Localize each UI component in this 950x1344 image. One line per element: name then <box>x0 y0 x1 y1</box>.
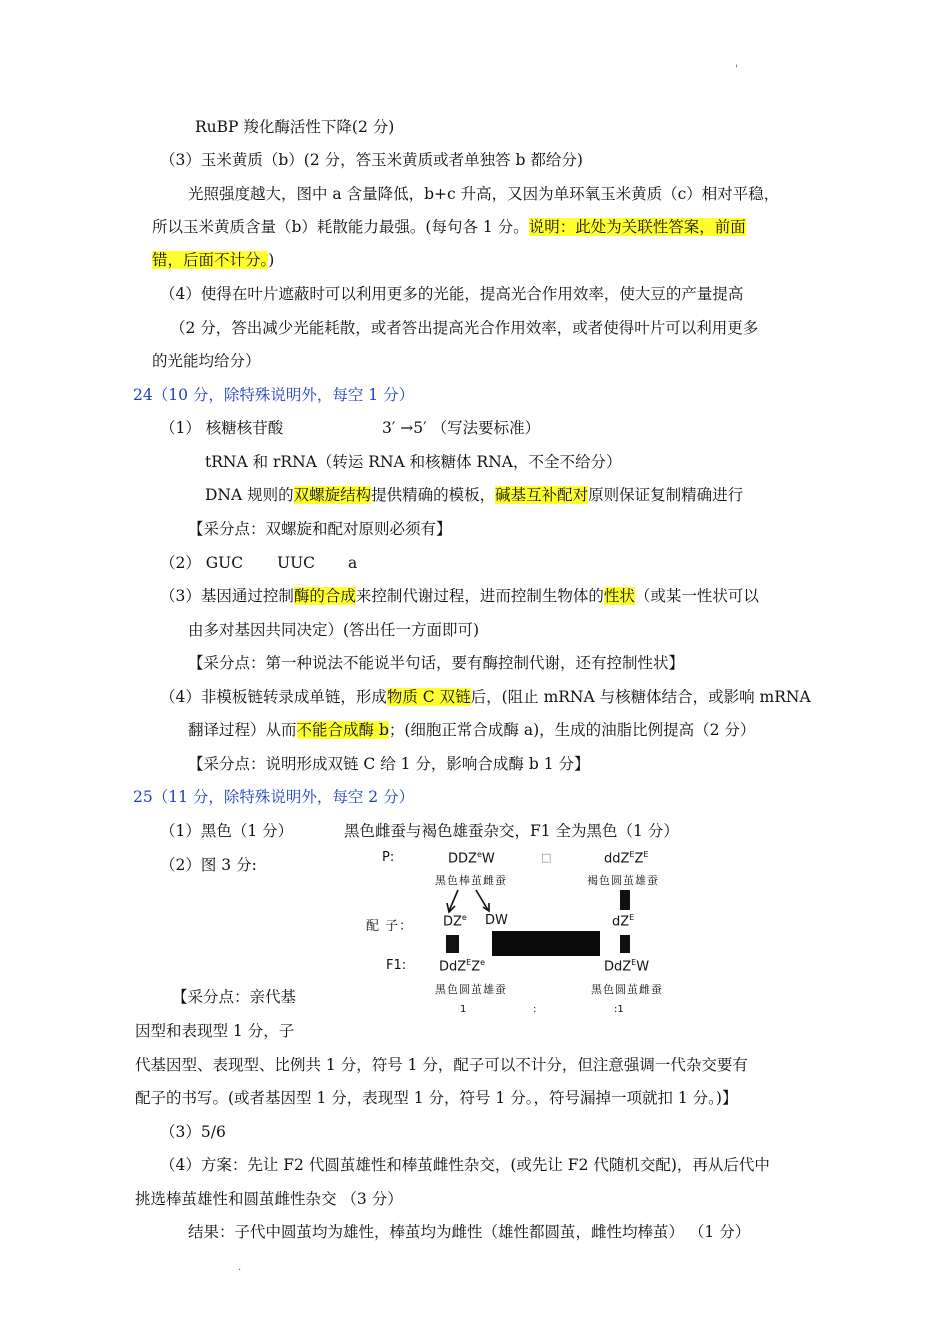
diagram-p-female-phenotype: 黑色棒茧雌蚕 <box>435 874 507 887</box>
p-female-geno-text: DDZ <box>448 851 477 867</box>
q24-part2-a: （2） GUC <box>160 554 244 572</box>
q24-p3-text2: 来控制代谢过程，进而控制生物体的 <box>355 587 604 605</box>
q25-part1-a: （1）黑色（1 分） <box>160 822 294 840</box>
q25-part1-b: 黑色雌蚕与褐色雄蚕杂交，F1 全为黑色（1 分） <box>344 822 679 840</box>
q25-part4-c: 结果：子代中圆茧均为雄性，棒茧均为雌性（雄性都圆茧，雌性均棒茧） （1 分） <box>188 1223 751 1241</box>
q24-part1-a: （1） 核糖核苷酸 <box>160 419 284 437</box>
q25-part2: （2）图 3 分: <box>160 856 257 874</box>
f1-female-geno-sup: E <box>631 958 637 967</box>
f1-male-geno-sup1: E <box>466 958 472 967</box>
p-female-geno-sup: e <box>476 850 482 859</box>
q25-part3: （3）5/6 <box>160 1123 226 1141</box>
diagram-ratio-left: 1 <box>460 1004 467 1015</box>
q24-p1d-text2: 提供精确的模板， <box>371 486 496 504</box>
q24-highlight-double-strand: 物质 C 双链 <box>386 688 471 706</box>
q24-part3-note: 【采分点：第一种说法不能说半句话，要有酶控制代谢，还有控制性状】 <box>188 654 685 672</box>
q24-p1d-text3: 原则保证复制精确进行 <box>588 486 744 504</box>
q25-part4-b: 挑选棒茧雄性和圆茧雌性杂交 （3 分） <box>135 1190 403 1208</box>
f1-female-geno-text: DdZ <box>604 959 632 975</box>
q23-line-4 <box>152 216 746 238</box>
q24-p4b-text1: 翻译过程）从而 <box>188 721 297 739</box>
q24-p4-text1: （4）非模板链转录成单链，形成 <box>160 688 387 706</box>
p-male-geno-sup1: E <box>629 850 635 859</box>
p-female-geno-w: W <box>481 851 495 867</box>
q25-note-3: 代基因型、表现型、比例共 1 分，符号 1 分，配子可以不计分，但注意强调一代杂交要有 <box>135 1056 748 1074</box>
p-male-geno-text: ddZ <box>604 851 630 867</box>
q24-part1-c: tRNA 和 rRNA（转运 RNA 和核糖体 RNA，不全不给分） <box>205 453 622 471</box>
q24-highlight-base-pairing: 碱基互补配对 <box>495 486 589 504</box>
diagram-f1-male-phenotype: 黑色圆茧雄蚕 <box>435 983 507 996</box>
q24-highlight-enzyme-b: 不能合成酶 b <box>296 721 389 739</box>
diagram-f1-label: F1: <box>386 958 407 973</box>
diagram-redacted-lines <box>492 931 600 956</box>
page-mark-bottom: . <box>238 1262 242 1273</box>
q25-note-1: 【采分点：亲代基 <box>172 988 297 1006</box>
q24-part3-b: 由多对基因共同决定）(答出任一方面即可) <box>188 621 480 639</box>
diagram-arrow-down-f1-right <box>620 935 630 953</box>
q25-part4-a: （4）方案：先让 F2 代圆茧雄性和棒茧雌性杂交，(或先让 F2 代随机交配)，再从后代中 <box>160 1156 770 1174</box>
q23-highlight-note-end: 错，后面不计分。 <box>152 251 269 269</box>
arrow-right-line <box>476 890 488 910</box>
q24-part1-d <box>205 484 743 506</box>
diagram-f1-female-phenotype: 黑色圆茧雌蚕 <box>591 983 663 996</box>
f1-female-geno-w: W <box>636 959 650 975</box>
q23-line-3: 光照强度越大，图中 a 含量降低，b+c 升高，又因为单环氧玉米黄质（c）相对平稳， <box>188 185 780 203</box>
diagram-ratio-right: :1 <box>614 1004 624 1015</box>
diagram-ratio-colon: : <box>533 1004 537 1015</box>
diagram-arrow-down-f1-left <box>446 935 459 953</box>
q24-p4b-text2: ；(细胞正常合成酶 a)，生成的油脂比例提高（2 分） <box>388 721 756 739</box>
diagram-gamete-3 <box>612 913 634 929</box>
diagram-arrow-down-male <box>620 890 630 910</box>
q24-part1-note: 【采分点：双螺旋和配对原则必须有】 <box>188 520 452 538</box>
q24-part2-b: UUC <box>277 554 315 572</box>
gamete-3-sup: E <box>629 913 635 922</box>
diagram-f1-male-genotype <box>439 958 485 974</box>
q24-p1d-text1: DNA 规则的 <box>205 486 294 504</box>
q25-note-2: 因型和表现型 1 分，子 <box>135 1022 295 1040</box>
q24-part4 <box>160 686 811 708</box>
q23-line-1: RuBP 羧化酶活性下降(2 分) <box>195 118 395 136</box>
q23-line-8: 的光能均给分） <box>152 352 261 370</box>
q23-highlight-note: 说明：此处为关联性答案，前面 <box>528 218 746 236</box>
q23-line-5 <box>152 249 274 271</box>
q24-part1-b: 3′ →5′ （写法要标准） <box>382 419 541 437</box>
q23-line-2: （3）玉米黄质（b）(2 分，答玉米黄质或者单独答 b 都给分) <box>160 151 583 169</box>
f1-male-geno-sup2: e <box>480 958 486 967</box>
diagram-gamete-label: 配 子： <box>366 919 414 934</box>
diagram-p-label: P: <box>382 850 395 865</box>
q23-line-5-paren: ) <box>268 251 275 269</box>
q24-part3 <box>160 585 759 607</box>
q24-highlight-enzyme: 酶的合成 <box>293 587 356 605</box>
q23-line-7: （2 分，答出减少光能耗散，或者答出提高光合作用效率，或者使得叶片可以利用更多 <box>170 319 759 337</box>
q24-part4-note: 【采分点：说明形成双链 C 给 1 分，影响合成酶 b 1 分】 <box>188 755 590 773</box>
q24-highlight-trait: 性状 <box>603 587 635 605</box>
diagram-p-female-genotype <box>448 850 495 866</box>
diagram-f1-female-genotype <box>604 958 649 974</box>
q24-part2-c: a <box>348 554 358 572</box>
p-male-geno-z: Z <box>634 851 644 867</box>
f1-male-geno-z: Z <box>471 959 481 975</box>
gamete-1-sup: e <box>461 913 467 922</box>
diagram-cross-symbol: □ <box>541 851 552 864</box>
q23-line-6: （4）使得在叶片遮蔽时可以利用更多的光能，提高光合作用效率，使大豆的产量提高 <box>160 285 744 303</box>
q25-note-4: 配子的书写。(或者基因型 1 分，表现型 1 分，符号 1 分。，符号漏掉一项就扣 1 分。)】 <box>135 1089 738 1107</box>
q24-p3-text3: （或某一性状可以 <box>634 587 759 605</box>
p-male-geno-sup2: E <box>643 850 649 859</box>
diagram-p-male-genotype <box>604 850 648 866</box>
gamete-1-text: DZ <box>443 914 462 930</box>
gamete-3-text: dZ <box>612 914 630 930</box>
page-mark-top: ' <box>735 64 738 75</box>
diagram-gamete-2: DW <box>485 913 508 928</box>
f1-male-geno-text: DdZ <box>439 959 467 975</box>
q24-part4-b <box>188 719 755 741</box>
q24-highlight-double-helix: 双螺旋结构 <box>293 486 372 504</box>
q24-p4-text2: 后，(阻止 mRNA 与核糖体结合，或影响 mRNA <box>470 688 811 706</box>
q25-header: 25（11 分，除特殊说明外，每空 2 分） <box>133 788 415 806</box>
q24-p3-text1: （3）基因通过控制 <box>160 587 294 605</box>
q23-line-4-text: 所以玉米黄质含量（b）耗散能力最强。(每句各 1 分。 <box>152 218 529 236</box>
diagram-p-male-phenotype: 褐色圆茧雄蚕 <box>587 874 659 887</box>
q24-header: 24（10 分，除特殊说明外，每空 1 分） <box>133 386 415 404</box>
diagram-gamete-1 <box>443 913 467 929</box>
diagram-gamete-arrows <box>438 887 518 915</box>
